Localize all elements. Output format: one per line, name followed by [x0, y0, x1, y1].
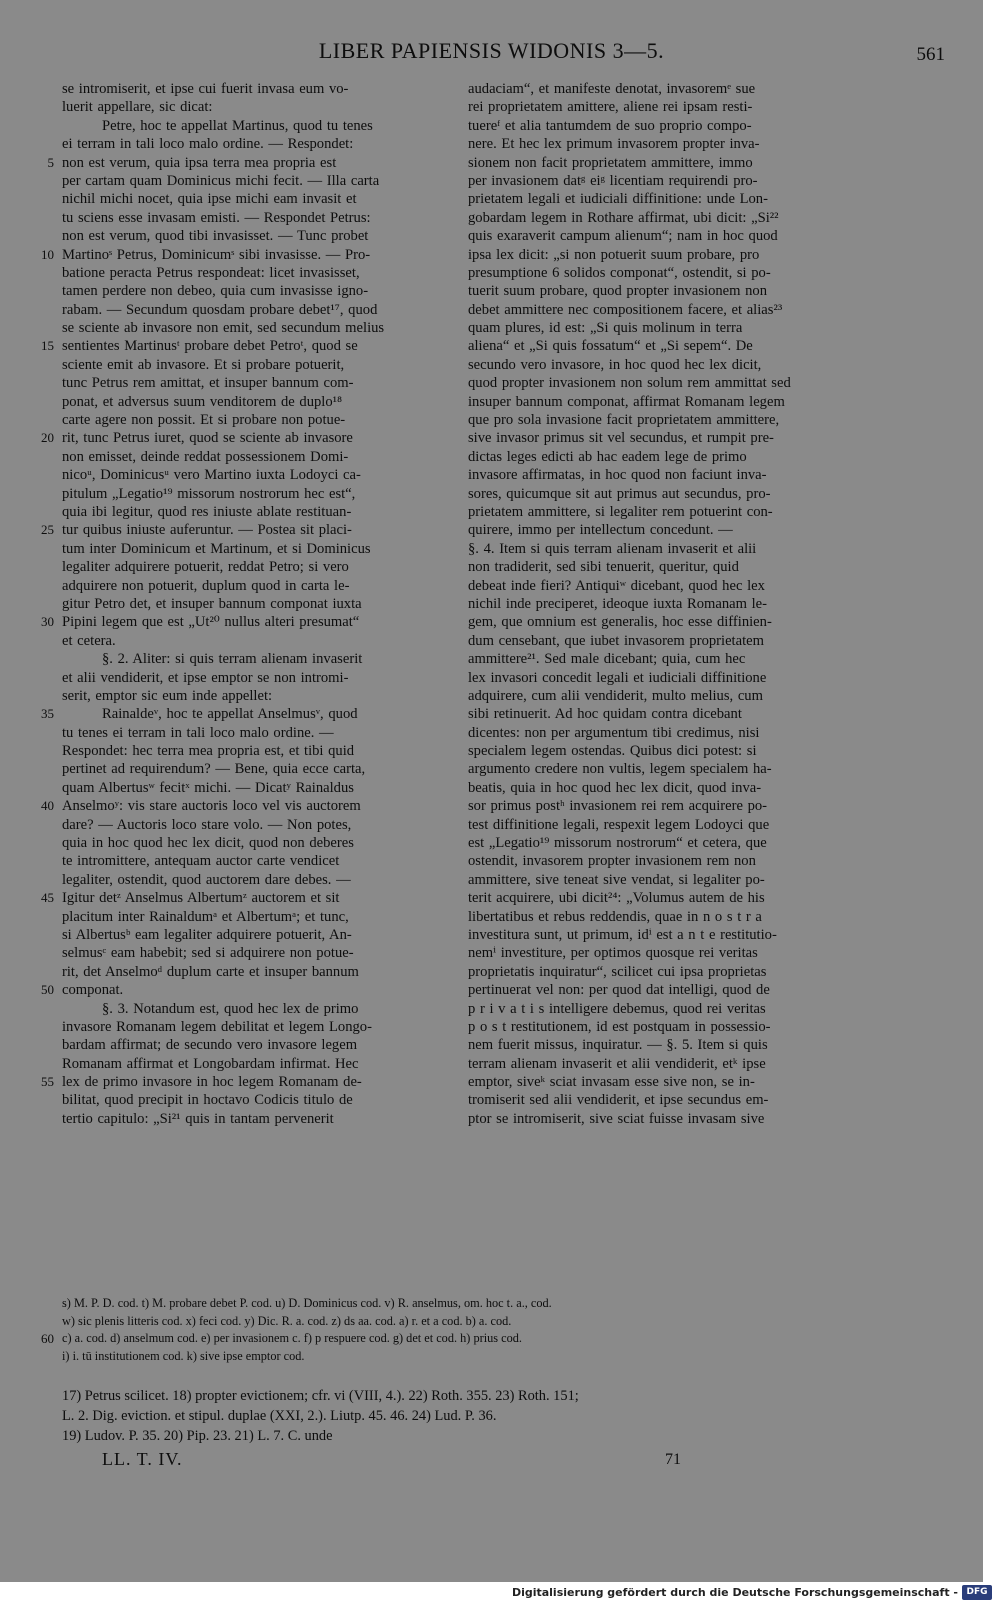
text-line-text: per invasionem datᵍ eiᵍ licentiam requirendi pro- [468, 172, 758, 189]
text-line [62, 411, 447, 429]
page-number: 561 [916, 44, 945, 65]
line-number: 5 [47, 154, 54, 170]
text-line-text: non tradiderit, sed sibi tenuerit, queritur, quid [468, 559, 739, 576]
text-line [41, 705, 447, 723]
text-line [468, 595, 856, 613]
text-line-text: placitum inter Rainaldumᵃ et Albertumᵃ; et tunc, [62, 908, 349, 925]
text-line [468, 650, 856, 668]
text-line [468, 1055, 856, 1073]
text-line-text: tromiserit sed alii vendiderit, et ipse secundus em- [468, 1092, 769, 1109]
text-line-text: et cetera. [62, 632, 116, 649]
running-title: LIBER PAPIENSIS WIDONIS 3—5. [318, 38, 665, 63]
footnote-line-text: i) i. tū institutionem cod. k) sive ipse emptor cod. [62, 1348, 305, 1363]
text-line-text: rei proprietatem amittere, aliene rei ipsam resti- [468, 99, 753, 116]
source-references-footnotes [62, 1386, 842, 1446]
text-line [62, 760, 447, 778]
line-number: 45 [41, 890, 54, 906]
text-line-text: secundo vero invasore, in hoc quod hec lex dicit, [468, 356, 762, 373]
footnote-line [62, 1386, 842, 1406]
text-line [468, 337, 856, 355]
text-line-text: debet ammittere nec compositionem facere, et alias²³ [468, 301, 783, 318]
text-line-text: ammittere, sive teneat sive vendat, si legaliter po- [468, 871, 765, 888]
text-line-text: ptor se intromiserit, sive sciat fuisse invasam sive [468, 1110, 765, 1127]
text-line-text: tu sciens esse invasam emisti. — Respondet Petrus: [62, 209, 371, 226]
text-line-text: nere. Et hec lex primum invasorem propter inva- [468, 136, 760, 153]
text-line [62, 466, 447, 484]
text-line-text: Martinoˢ Petrus, Dominicumˢ sibi invasisse. — Pro- [62, 246, 371, 263]
text-line-text: Rainaldeᵛ, hoc te appellat Anselmusᵛ, quod [102, 706, 358, 723]
text-line-text: argumento credere non vultis, legem specialem ha- [468, 761, 772, 778]
text-line [468, 816, 856, 834]
text-line [41, 613, 447, 631]
text-line [62, 963, 447, 981]
text-line [468, 944, 856, 962]
text-line-text: p o s t restitutionem, id est postquam in possessio- [468, 1018, 771, 1035]
text-line [62, 485, 447, 503]
text-line-text: quod propter invasionem non solum rem ammittat sed [468, 375, 791, 392]
text-line-text: quirere, immo per intellectum concedunt. — [468, 522, 733, 539]
text-line-text: gobardam legem in Rothare affirmat, ubi dicit: „Si²² [468, 209, 779, 226]
text-line-text: tertio capitulo: „Si²¹ quis in tantam pervenerit [62, 1110, 334, 1127]
text-line [468, 521, 856, 539]
text-line-text: sor primus postʰ invasionem rei rem acquirere po- [468, 798, 768, 815]
footnote-line [62, 1295, 862, 1313]
text-line-text: luerit appellare, sic dicat: [62, 99, 213, 116]
text-line-text: lex invasori concedit legali et iudiciali diffinitione [468, 669, 767, 686]
text-line [62, 227, 447, 245]
text-line-text: se intromiserit, et ipse cui fuerit invasa eum vo- [62, 81, 349, 97]
text-line-text: quis exaraverit campum alienum“; nam in hoc quod [468, 228, 778, 245]
text-line-text: quia in hoc quod hec lex dicit, quod non deberes [62, 835, 354, 852]
line-number: 10 [41, 246, 54, 262]
text-line [62, 650, 447, 668]
text-line [62, 834, 447, 852]
text-line-text: emptor, siveᵏ sciat invasam esse sive non, se in- [468, 1074, 755, 1091]
text-line [468, 117, 856, 135]
text-line-text: pertinuerat vel non: per quod dat intelligi, quod de [468, 982, 770, 999]
footnote-line-text: w) sic plenis litteris cod. x) feci cod. y) Dic. R. a. cod. z) ds aa. cod. a) r. et a cod. b) a. cod. [62, 1313, 512, 1328]
text-line-text: nemⁱ investiture, per optimos quosque rei veritas [468, 945, 758, 962]
text-line [62, 724, 447, 742]
text-line-text: pitulum „Legatio¹⁹ missorum nostrorum hec est“, [62, 485, 356, 502]
text-line-text: non est verum, quod tibi invasisset. — Tunc probet [62, 228, 369, 245]
text-line [62, 852, 447, 870]
footnote-line [62, 1348, 862, 1366]
text-line [62, 595, 447, 613]
volume-signature: LL. T. IV. [102, 1449, 183, 1469]
text-line-text: ei terram in tali loco malo ordine. — Respondet: [62, 136, 354, 153]
text-line [468, 963, 856, 981]
text-line-text: ponat, et adversus suum venditorem de duplo¹⁸ [62, 393, 343, 410]
text-line [468, 172, 856, 190]
text-line-text: presumptione 6 solidos componat“, ostendit, si po- [468, 264, 771, 281]
text-line [468, 908, 856, 926]
text-line [41, 1073, 447, 1091]
text-line-text: non emisset, deinde reddat possessionem Domi- [62, 448, 349, 465]
text-line-text: tur quibus iniuste auferuntur. — Postea sit placi- [62, 522, 352, 539]
text-line-text: rabam. — Secundum quosdam probare debet¹⁷, quod [62, 301, 378, 318]
variant-readings-footnotes [41, 1295, 862, 1365]
text-line [468, 981, 856, 999]
text-line [468, 1091, 856, 1109]
text-line-text: Petre, hoc te appellat Martinus, quod tu tenes [102, 117, 373, 134]
footnote-line-text: L. 2. Dig. eviction. et stipul. duplae (XXI, 2.). Liutp. 45. 46. 24) Lud. P. 36. [62, 1408, 497, 1424]
text-line [468, 1073, 856, 1091]
text-line [468, 779, 856, 797]
text-line-text: dictas leges edicti ab hac eadem lege de primo [468, 448, 747, 465]
text-line [62, 374, 447, 392]
text-line [468, 632, 856, 650]
text-line [62, 1091, 447, 1109]
text-line-text: serit, emptor sic eum inde appellet: [62, 687, 273, 704]
text-line [62, 282, 447, 300]
text-line-text: Romanam affirmat et Longobardam infirmat. Hec [62, 1055, 359, 1072]
text-line-text: dare? — Auctoris loco stare volo. — Non potes, [62, 816, 352, 833]
text-line [62, 319, 447, 337]
text-line-text: gem, que omnium est generalis, hoc esse diffinien- [468, 614, 772, 631]
text-line [468, 852, 856, 870]
text-line-text: invasore affirmatas, in hoc quod non faciunt inva- [468, 467, 767, 484]
text-line [468, 558, 856, 576]
text-line [47, 154, 447, 172]
text-line-text: ipsa lex dicit: „si non potuerit suum probare, pro [468, 246, 760, 263]
text-line [468, 98, 856, 116]
text-line-text: prietatem legali et iudiciali diffinitione: unde Lon- [468, 191, 768, 208]
text-line-text: rit, tunc Petrus iuret, quod se sciente ab invasore [62, 430, 353, 447]
text-line [468, 926, 856, 944]
text-line-text: sentientes Martinusᵗ probare debet Petroᵗ, quod se [62, 338, 358, 355]
text-line-text: adquirere non potuerit, duplum quod in carta le- [62, 577, 350, 594]
text-line [62, 1110, 447, 1128]
text-line-text: si Albertusᵇ eam legaliter adquirere potuerit, An- [62, 926, 352, 943]
text-line-text: §. 2. Aliter: si quis terram alienam invaserit [102, 651, 363, 668]
text-line [468, 264, 856, 282]
text-line-text: aliena“ et „Si quis fossatum“ et „Si sepem“. De [468, 338, 753, 355]
text-line [468, 577, 856, 595]
text-line-text: specialem legem ostendas. Quibus dici potest: si [468, 743, 757, 760]
left-text-column [41, 80, 447, 1128]
text-line [468, 1000, 856, 1018]
text-line-text: beatis, quia in hoc quod hec lex dicit, quod inva- [468, 779, 762, 796]
text-line-text: gitur Petro det, et insuper bannum componat iuxta [62, 595, 362, 612]
line-number: 55 [41, 1074, 54, 1090]
text-line [468, 227, 856, 245]
text-line [62, 779, 447, 797]
text-line [468, 393, 856, 411]
text-line [468, 301, 856, 319]
text-line [468, 154, 856, 172]
text-line-text: sciente emit ab invasore. Et si probare potuerit, [62, 356, 345, 373]
text-line [62, 1036, 447, 1054]
line-number: 25 [41, 522, 54, 538]
line-number: 20 [41, 430, 54, 446]
text-line [62, 687, 447, 705]
text-line [62, 669, 447, 687]
text-line-text: adquirere, cum alii vendiderit, multo melius, cum [468, 687, 763, 704]
text-line [62, 1055, 447, 1073]
text-line [62, 558, 447, 576]
line-number: 50 [41, 982, 54, 998]
text-line [468, 190, 856, 208]
text-line-text: Igitur detᶻ Anselmus Albertumᶻ auctorem et sit [62, 890, 340, 907]
text-line-text: bardam affirmat; de secundo vero invasore legem [62, 1037, 358, 1054]
text-line-text: §. 3. Notandum est, quod hec lex de primo [102, 1000, 359, 1017]
text-line-text: p r i v a t i s intelligere debemus, quod rei veritas [468, 1000, 766, 1017]
text-line [62, 577, 447, 595]
line-number: 60 [41, 1331, 54, 1347]
footnote-line [62, 1313, 862, 1331]
text-line-text: legaliter adquirere potuerit, reddat Petro; si vero [62, 559, 349, 576]
footnote-line [62, 1426, 842, 1446]
text-line [62, 908, 447, 926]
text-line-text: dum censebant, que iubet invasorem proprietatem [468, 632, 764, 649]
text-line-text: se sciente ab invasore non emit, sed secundum melius [62, 320, 385, 337]
text-line-text: tamen perdere non debeo, quia cum invasisse igno- [62, 283, 369, 300]
text-line [62, 190, 447, 208]
text-line [62, 209, 447, 227]
text-line-text: Pipini legem que est „Ut²⁰ nullus alteri presumat“ [62, 614, 360, 631]
text-line-text: carte agere non possit. Et si probare non potue- [62, 412, 346, 429]
text-line [41, 337, 447, 355]
funding-credit: Digitalisierung gefördert durch die Deutsche Forschungsgemeinschaft - [511, 1586, 958, 1599]
text-line-text: tum inter Dominicum et Martinum, et si Dominicus [62, 540, 371, 557]
text-line-text: tunc Petrus rem amittat, et insuper bannum com- [62, 375, 354, 392]
line-number: 15 [41, 338, 54, 354]
footnote-line-text: 17) Petrus scilicet. 18) propter evictionem; cfr. vi (VIII, 4.). 22) Roth. 355. 23) Roth. 151; [62, 1388, 579, 1404]
text-line-text: tu tenes ei terram in tali loco malo ordine. — [62, 724, 334, 741]
text-line [468, 282, 856, 300]
text-line [62, 135, 447, 153]
text-line [62, 540, 447, 558]
digitization-footer [0, 1582, 1000, 1605]
text-line-text: terit acquirere, ubi dicit²⁴: „Volumus autem de his [468, 890, 765, 907]
footnote-line-text: s) M. P. D. cod. t) M. probare debet P. cod. u) D. Dominicus cod. v) R. anselmus, om. hoc t. a., cod. [62, 1296, 552, 1310]
text-line [62, 1000, 447, 1018]
text-line-text: invasore Romanam legem debilitat et legem Longo- [62, 1018, 372, 1035]
text-line-text: quam plures, id est: „Si quis molinum in terra [468, 320, 743, 337]
text-line-text: sionem non facit proprietatem ammittere, immo [468, 154, 753, 171]
text-line [62, 117, 447, 135]
text-line [62, 172, 447, 190]
text-line [468, 209, 856, 227]
text-line [62, 742, 447, 760]
text-line [62, 871, 447, 889]
text-line [468, 834, 856, 852]
text-line-text: insuper bannum componat, affirmat Romanam legem [468, 393, 785, 410]
text-line [62, 98, 447, 116]
text-line [41, 797, 447, 815]
text-line-text: sive invasor primus sit vel secundus, et rumpit pre- [468, 430, 774, 447]
text-line-text: est „Legatio¹⁹ missorum nostrorum“ et cetera, que [468, 835, 767, 852]
text-line [468, 705, 856, 723]
text-line [468, 797, 856, 815]
text-line [468, 485, 856, 503]
text-line [62, 356, 447, 374]
text-line-text: nichil inde preciperet, ideoque iuxta Romanam le- [468, 595, 767, 612]
text-line-text: que pro sola invasione facit proprietatem ammittere, [468, 412, 780, 429]
text-line [468, 724, 856, 742]
text-line [468, 1036, 856, 1054]
text-line-text: quia ibi legitur, quod res iniuste ablate restituan- [62, 503, 352, 520]
text-line-text: ostendit, invasorem propter invasionem rem non [468, 853, 756, 870]
text-line-text: batione peracta Petrus respondeat: licet invasisset, [62, 264, 360, 281]
text-line [468, 429, 856, 447]
text-line [468, 246, 856, 264]
text-line-text: libertatibus et rebus reddendis, quae in n o s t r a [468, 908, 762, 925]
dfg-logo: DFG [962, 1585, 992, 1600]
text-line [62, 393, 447, 411]
text-line [468, 1110, 856, 1128]
footnote-line [41, 1330, 862, 1348]
text-line-text: debeat inde fieri? Antiquiʷ dicebant, quod hec lex [468, 577, 765, 594]
text-line-text: investitura sunt, ut primum, idⁱ est a n t e restitutio- [468, 926, 777, 943]
text-line [62, 80, 447, 98]
text-line [41, 521, 447, 539]
text-line [62, 301, 447, 319]
text-line-text: §. 4. Item si quis terram alienam invaserit et alii [468, 540, 757, 557]
text-line-text: lex de primo invasore in hoc legem Romanam de- [62, 1074, 362, 1091]
text-line-text: nichil michi nocet, quia ipse michi eam invasit et [62, 191, 357, 208]
text-line [62, 1018, 447, 1036]
text-line-text: bilitat, quod precipit in hoctavo Codicis titulo de [62, 1092, 353, 1109]
text-line-text: prietatem ammittere, si legaliter rem potuerint con- [468, 503, 773, 520]
text-line [62, 503, 447, 521]
text-line [468, 135, 856, 153]
text-line-text: et alii vendiderit, et ipse emptor se non intromi- [62, 669, 349, 686]
text-line-text: per cartam quam Dominicus michi fecit. — Illa carta [62, 172, 380, 189]
text-line-text: selmusᶜ eam habebit; sed si adquirere non potue- [62, 945, 354, 962]
text-line [41, 246, 447, 264]
text-line [468, 871, 856, 889]
footnote-line-text: c) a. cod. d) anselmum cod. e) per invasionem c. f) p respuere cod. g) det et cod. h) prius cod. [62, 1331, 522, 1346]
text-line [468, 466, 856, 484]
text-line [468, 889, 856, 907]
text-line [468, 687, 856, 705]
text-line [468, 356, 856, 374]
text-line-text: componat. [62, 982, 124, 999]
text-line-text: te intromittere, antequam auctor carte vendicet [62, 853, 340, 870]
text-line [62, 632, 447, 650]
text-line-text: ammittere²¹. Sed male dicebant; quia, cum hec [468, 651, 746, 668]
text-line-text: pertinet ad requirendum? — Bene, quia ecce carta, [62, 761, 366, 778]
text-line [41, 981, 447, 999]
text-line [468, 760, 856, 778]
footnote-line [62, 1406, 842, 1426]
text-line [62, 264, 447, 282]
line-number: 35 [41, 706, 54, 722]
line-number: 30 [41, 614, 54, 630]
footnote-line-text: 19) Ludov. P. 35. 20) Pip. 23. 21) L. 7. C. unde [62, 1428, 333, 1444]
text-line-text: rit, det Anselmoᵈ duplum carte et insuper bannum [62, 963, 359, 980]
sheet-signature: 71 [665, 1451, 681, 1468]
text-line-text: dicentes: non per argumentum tibi credimus, nisi [468, 724, 760, 741]
text-line-text: nicoᵘ, Dominicusᵘ vero Martino iuxta Lodoyci ca- [62, 467, 361, 484]
text-line-text: tuereᶠ et alia tantumdem de suo proprio compo- [468, 117, 752, 134]
text-line-text: terram alienam invaserit et alii vendiderit, etᵏ ipse [468, 1055, 766, 1072]
text-line-text: proprietatis inquiratur“, scilicet cui ipsa proprietas [468, 963, 767, 980]
text-line-text: test diffinitione legali, respexit legem Lodoyci que [468, 816, 770, 833]
text-line-text: audaciam“, et manifeste denotat, invasoremᵉ sue [468, 81, 756, 97]
text-line [468, 374, 856, 392]
text-line [62, 448, 447, 466]
text-line [468, 1018, 856, 1036]
text-line-text: nem fuerit missus, inquiratur. — §. 5. Item si quis [468, 1037, 768, 1054]
text-line-text: Anselmoʸ: vis stare auctoris loco vel vis auctorem [62, 798, 361, 815]
text-line [468, 669, 856, 687]
text-line [468, 503, 856, 521]
line-number: 40 [41, 798, 54, 814]
text-line-text: quam Albertusʷ fecitˣ michi. — Dicatʸ Rainaldus [62, 779, 354, 796]
text-line [468, 80, 856, 98]
text-line [468, 742, 856, 760]
text-line [468, 613, 856, 631]
text-line [41, 429, 447, 447]
text-line [468, 540, 856, 558]
text-line-text: legaliter, ostendit, quod auctorem dare debes. — [62, 871, 351, 888]
text-line-text: non est verum, quia ipsa terra mea propria est [62, 154, 337, 171]
text-line [62, 926, 447, 944]
text-line [62, 944, 447, 962]
right-text-column [468, 80, 856, 1128]
text-line-text: tuerit suum probare, quod propter invasionem non [468, 283, 768, 300]
text-line [468, 411, 856, 429]
text-line-text: Respondet: hec terra mea propria est, et tibi quid [62, 743, 355, 760]
text-line [41, 889, 447, 907]
text-line [468, 448, 856, 466]
text-line [62, 816, 447, 834]
text-line-text: sibi retinuerit. Ad hoc quidam contra dicebant [468, 706, 742, 723]
text-line-text: sores, quicumque sit aut primus aut secundus, pro- [468, 485, 771, 502]
text-line [468, 319, 856, 337]
